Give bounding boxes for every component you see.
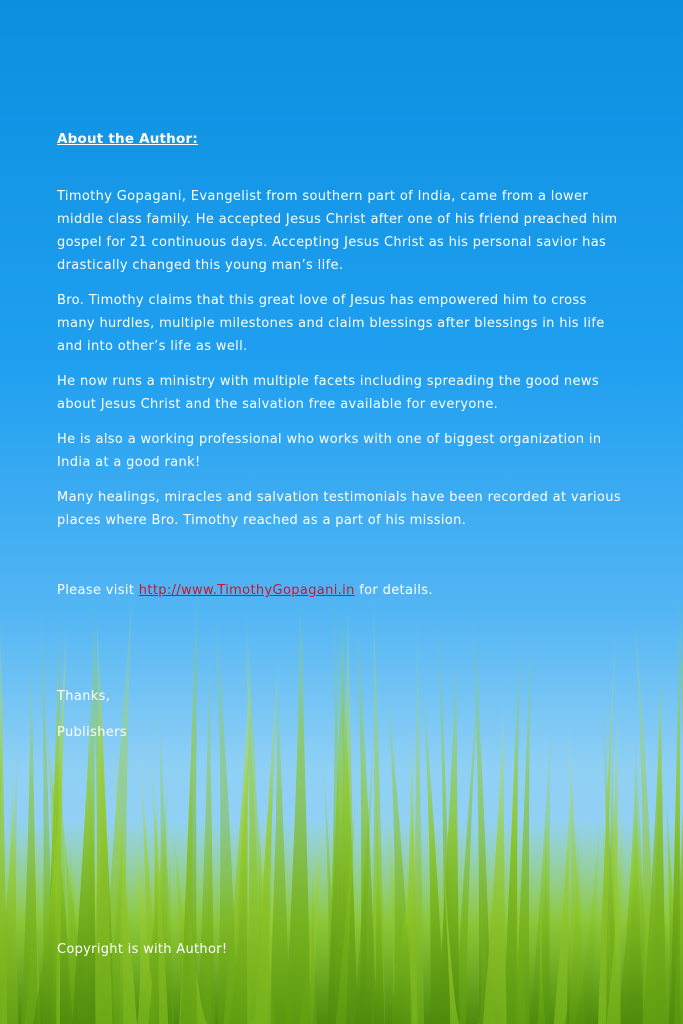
website-link[interactable]: http://www.TimothyGopagani.in — [138, 583, 355, 598]
paragraph-ministry: He now runs a ministry with multiple facets including spreading the good news about Jesus Christ and the salvation free available for everyone. — [57, 374, 599, 412]
author-section — [57, 128, 627, 757]
visit-prefix: Please visit — [57, 583, 139, 598]
publishers-text: Publishers — [57, 725, 127, 740]
section-heading: About the Author: — [57, 131, 198, 147]
visit-line — [57, 579, 627, 602]
paragraph-profession: He is also a working professional who works with one of biggest organization in India at a good rank! — [57, 432, 602, 470]
paragraph-blessings: Bro. Timothy claims that this great love of Jesus has empowered him to cross many hurdles, multiple milestones and claim blessings after blessings in his life and into other’s life as well. — [57, 293, 605, 354]
thanks-text: Thanks, — [57, 689, 111, 704]
visit-suffix: for details. — [354, 583, 433, 598]
copyright-notice: Copyright is with Author! — [57, 942, 228, 957]
paragraph-testimonials: Many healings, miracles and salvation testimonials have been recorded at various places where Bro. Timothy reached as a part of his mission. — [57, 490, 621, 528]
paragraph-intro: Timothy Gopagani, Evangelist from southern part of India, came from a lower middle class family. He accepted Jesus Christ after one of his friend preached him gospel for 21 continuous days. Accepting Jesus Christ as his personal savior has drastically changed this young man’s life. — [57, 189, 618, 273]
